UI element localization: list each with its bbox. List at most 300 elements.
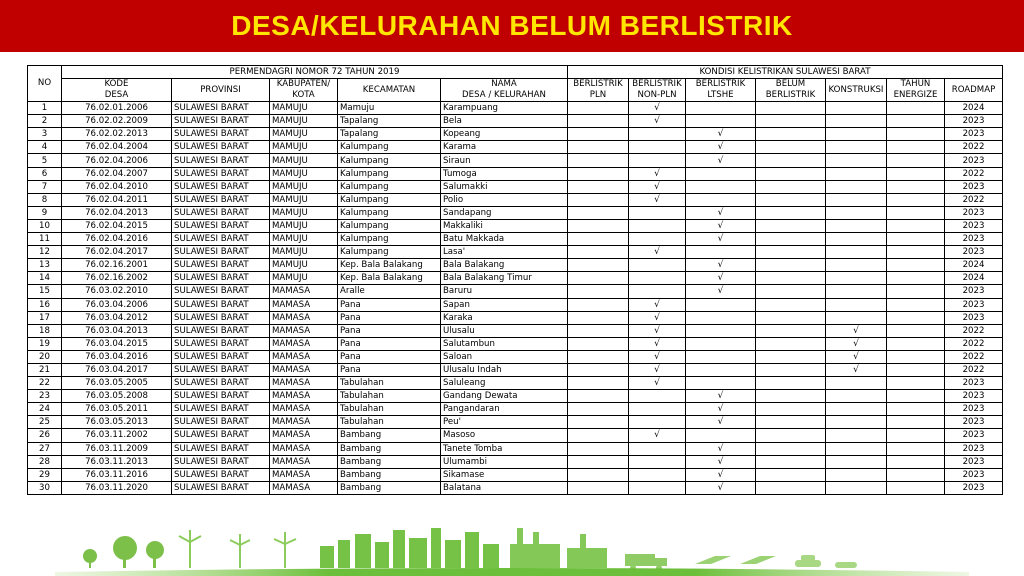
- cell-kecamatan: Mamuju: [338, 102, 441, 115]
- cell-konstruksi: [826, 481, 887, 494]
- cell-provinsi: SULAWESI BARAT: [172, 416, 270, 429]
- cell-roadmap: 2023: [945, 298, 1003, 311]
- cell-berlistrik-pln: [568, 337, 629, 350]
- cell-nama-desa: Gandang Dewata: [441, 390, 568, 403]
- cell-berlistrik-non-pln: [629, 442, 686, 455]
- cell-roadmap: 2023: [945, 180, 1003, 193]
- cell-kabupaten: MAMUJU: [270, 115, 338, 128]
- cell-nama-desa: Ulumambi: [441, 455, 568, 468]
- cell-berlistrik-ltshe: √: [686, 390, 756, 403]
- cell-konstruksi: [826, 167, 887, 180]
- cell-kode-desa: 76.03.04.2013: [62, 324, 172, 337]
- cell-berlistrik-ltshe: [686, 337, 756, 350]
- cell-belum-berlistrik: [756, 272, 826, 285]
- cell-berlistrik-non-pln: √: [629, 246, 686, 259]
- cell-nama-desa: Karampuang: [441, 102, 568, 115]
- cell-nama-desa: Salumakki: [441, 180, 568, 193]
- cell-kabupaten: MAMASA: [270, 403, 338, 416]
- cell-belum-berlistrik: [756, 468, 826, 481]
- cell-berlistrik-ltshe: [686, 167, 756, 180]
- cell-no: 1: [28, 102, 62, 115]
- cell-kabupaten: MAMASA: [270, 377, 338, 390]
- table-row: [28, 141, 1003, 154]
- cell-provinsi: SULAWESI BARAT: [172, 246, 270, 259]
- cell-kode-desa: 76.03.04.2006: [62, 298, 172, 311]
- cell-belum-berlistrik: [756, 442, 826, 455]
- cell-berlistrik-pln: [568, 363, 629, 376]
- cell-roadmap: 2023: [945, 128, 1003, 141]
- cell-berlistrik-pln: [568, 154, 629, 167]
- cell-no: 27: [28, 442, 62, 455]
- cell-kode-desa: 76.03.04.2017: [62, 363, 172, 376]
- cell-berlistrik-pln: [568, 233, 629, 246]
- cell-berlistrik-ltshe: √: [686, 272, 756, 285]
- cell-kabupaten: MAMASA: [270, 285, 338, 298]
- table-row: [28, 285, 1003, 298]
- cell-provinsi: SULAWESI BARAT: [172, 206, 270, 219]
- cell-provinsi: SULAWESI BARAT: [172, 193, 270, 206]
- table-row: [28, 350, 1003, 363]
- cell-kecamatan: Tabulahan: [338, 377, 441, 390]
- cell-nama-desa: Siraun: [441, 154, 568, 167]
- cell-tahun-energize: [887, 219, 945, 232]
- cell-tahun-energize: [887, 416, 945, 429]
- cell-berlistrik-non-pln: √: [629, 429, 686, 442]
- cell-berlistrik-ltshe: √: [686, 285, 756, 298]
- cell-roadmap: 2023: [945, 311, 1003, 324]
- cell-berlistrik-non-pln: [629, 141, 686, 154]
- cell-belum-berlistrik: [756, 141, 826, 154]
- cell-tahun-energize: [887, 154, 945, 167]
- cell-provinsi: SULAWESI BARAT: [172, 337, 270, 350]
- cell-kabupaten: MAMUJU: [270, 154, 338, 167]
- cell-roadmap: 2024: [945, 272, 1003, 285]
- cell-belum-berlistrik: [756, 298, 826, 311]
- cell-kecamatan: Kep. Bala Balakang: [338, 272, 441, 285]
- table-row: [28, 233, 1003, 246]
- cell-nama-desa: Balatana: [441, 481, 568, 494]
- cell-nama-desa: Polio: [441, 193, 568, 206]
- cell-provinsi: SULAWESI BARAT: [172, 141, 270, 154]
- cell-no: 9: [28, 206, 62, 219]
- cell-kode-desa: 76.03.05.2005: [62, 377, 172, 390]
- table-row: [28, 390, 1003, 403]
- cell-provinsi: SULAWESI BARAT: [172, 455, 270, 468]
- cell-no: 3: [28, 128, 62, 141]
- cell-berlistrik-ltshe: [686, 246, 756, 259]
- cell-nama-desa: Lasa': [441, 246, 568, 259]
- cell-roadmap: 2022: [945, 141, 1003, 154]
- header-kabupaten: KABUPATEN/ KOTA: [270, 79, 338, 102]
- cell-roadmap: 2023: [945, 377, 1003, 390]
- cell-konstruksi: [826, 180, 887, 193]
- cell-nama-desa: Masoso: [441, 429, 568, 442]
- cell-roadmap: 2023: [945, 246, 1003, 259]
- cell-kabupaten: MAMUJU: [270, 167, 338, 180]
- cell-konstruksi: [826, 416, 887, 429]
- header-berlistrik-non-pln: BERLISTRIK NON-PLN: [629, 79, 686, 102]
- cell-kecamatan: Pana: [338, 324, 441, 337]
- cell-konstruksi: √: [826, 350, 887, 363]
- cell-roadmap: 2022: [945, 324, 1003, 337]
- cell-kabupaten: MAMASA: [270, 311, 338, 324]
- cell-berlistrik-ltshe: √: [686, 219, 756, 232]
- cell-kabupaten: MAMUJU: [270, 193, 338, 206]
- cell-kecamatan: Kalumpang: [338, 141, 441, 154]
- cell-kode-desa: 76.03.05.2011: [62, 403, 172, 416]
- cell-tahun-energize: [887, 193, 945, 206]
- cell-berlistrik-ltshe: √: [686, 403, 756, 416]
- cell-kode-desa: 76.02.04.2006: [62, 154, 172, 167]
- cell-tahun-energize: [887, 363, 945, 376]
- cell-kecamatan: Bambang: [338, 468, 441, 481]
- cell-roadmap: 2023: [945, 206, 1003, 219]
- table-row: [28, 154, 1003, 167]
- cell-kode-desa: 76.02.04.2011: [62, 193, 172, 206]
- cell-konstruksi: [826, 442, 887, 455]
- cell-kode-desa: 76.02.16.2002: [62, 272, 172, 285]
- cell-nama-desa: Peu': [441, 416, 568, 429]
- cell-berlistrik-ltshe: √: [686, 455, 756, 468]
- cell-kecamatan: Bambang: [338, 455, 441, 468]
- cell-belum-berlistrik: [756, 429, 826, 442]
- cell-kecamatan: Pana: [338, 298, 441, 311]
- cell-provinsi: SULAWESI BARAT: [172, 377, 270, 390]
- cell-nama-desa: Ulusalu: [441, 324, 568, 337]
- cell-roadmap: 2023: [945, 219, 1003, 232]
- cell-tahun-energize: [887, 272, 945, 285]
- cell-berlistrik-non-pln: [629, 128, 686, 141]
- cell-no: 24: [28, 403, 62, 416]
- tree-icon: [83, 536, 164, 568]
- table-row: [28, 324, 1003, 337]
- cell-konstruksi: [826, 272, 887, 285]
- cell-provinsi: SULAWESI BARAT: [172, 390, 270, 403]
- cell-kode-desa: 76.02.16.2001: [62, 259, 172, 272]
- cell-konstruksi: √: [826, 337, 887, 350]
- cell-no: 18: [28, 324, 62, 337]
- cell-berlistrik-pln: [568, 128, 629, 141]
- cell-no: 4: [28, 141, 62, 154]
- table-row: [28, 481, 1003, 494]
- cell-kecamatan: Pana: [338, 363, 441, 376]
- cell-tahun-energize: [887, 429, 945, 442]
- cell-roadmap: 2024: [945, 102, 1003, 115]
- cell-provinsi: SULAWESI BARAT: [172, 167, 270, 180]
- cell-konstruksi: [826, 455, 887, 468]
- table-container: [27, 65, 1003, 495]
- cell-berlistrik-ltshe: √: [686, 154, 756, 167]
- cell-nama-desa: Tanete Tomba: [441, 442, 568, 455]
- cell-provinsi: SULAWESI BARAT: [172, 233, 270, 246]
- cell-berlistrik-ltshe: √: [686, 468, 756, 481]
- cell-kabupaten: MAMASA: [270, 481, 338, 494]
- table-row: [28, 442, 1003, 455]
- cell-konstruksi: [826, 206, 887, 219]
- cell-kode-desa: 76.02.04.2016: [62, 233, 172, 246]
- cell-konstruksi: [826, 311, 887, 324]
- cell-belum-berlistrik: [756, 219, 826, 232]
- cell-belum-berlistrik: [756, 390, 826, 403]
- cell-tahun-energize: [887, 324, 945, 337]
- cell-berlistrik-pln: [568, 429, 629, 442]
- header-roadmap: ROADMAP: [945, 79, 1003, 102]
- cell-konstruksi: [826, 193, 887, 206]
- cell-berlistrik-non-pln: √: [629, 102, 686, 115]
- cell-provinsi: SULAWESI BARAT: [172, 311, 270, 324]
- cell-kode-desa: 76.03.11.2002: [62, 429, 172, 442]
- cell-kode-desa: 76.03.04.2016: [62, 350, 172, 363]
- cell-berlistrik-pln: [568, 416, 629, 429]
- cell-no: 17: [28, 311, 62, 324]
- table-row: [28, 167, 1003, 180]
- cell-nama-desa: Bela: [441, 115, 568, 128]
- cell-kecamatan: Pana: [338, 337, 441, 350]
- cell-no: 7: [28, 180, 62, 193]
- cell-belum-berlistrik: [756, 233, 826, 246]
- table-row: [28, 246, 1003, 259]
- cell-konstruksi: [826, 115, 887, 128]
- header-group-kondisi: KONDISI KELISTRIKAN SULAWESI BARAT: [568, 66, 1003, 79]
- cell-berlistrik-non-pln: [629, 259, 686, 272]
- table-row: [28, 219, 1003, 232]
- cell-konstruksi: [826, 390, 887, 403]
- table-row: [28, 128, 1003, 141]
- header-provinsi: PROVINSI: [172, 79, 270, 102]
- cell-nama-desa: Saloan: [441, 350, 568, 363]
- cell-berlistrik-pln: [568, 167, 629, 180]
- cell-belum-berlistrik: [756, 337, 826, 350]
- cell-kecamatan: Kalumpang: [338, 167, 441, 180]
- cell-tahun-energize: [887, 115, 945, 128]
- cell-berlistrik-non-pln: √: [629, 324, 686, 337]
- cell-kabupaten: MAMUJU: [270, 272, 338, 285]
- cell-kode-desa: 76.02.01.2006: [62, 102, 172, 115]
- cell-berlistrik-non-pln: √: [629, 115, 686, 128]
- cell-konstruksi: [826, 468, 887, 481]
- cell-berlistrik-non-pln: [629, 285, 686, 298]
- cell-roadmap: 2023: [945, 390, 1003, 403]
- cell-berlistrik-pln: [568, 285, 629, 298]
- cell-no: 28: [28, 455, 62, 468]
- cell-nama-desa: Karama: [441, 141, 568, 154]
- cell-belum-berlistrik: [756, 154, 826, 167]
- cell-kecamatan: Kep. Bala Balakang: [338, 259, 441, 272]
- cell-no: 15: [28, 285, 62, 298]
- cell-kecamatan: Tapalang: [338, 115, 441, 128]
- cell-no: 6: [28, 167, 62, 180]
- cell-tahun-energize: [887, 481, 945, 494]
- table-row: [28, 377, 1003, 390]
- table-row: [28, 259, 1003, 272]
- cell-nama-desa: Batu Makkada: [441, 233, 568, 246]
- cell-kode-desa: 76.02.02.2013: [62, 128, 172, 141]
- cell-nama-desa: Saluleang: [441, 377, 568, 390]
- cell-provinsi: SULAWESI BARAT: [172, 403, 270, 416]
- cell-kode-desa: 76.03.11.2016: [62, 468, 172, 481]
- cell-berlistrik-pln: [568, 193, 629, 206]
- cell-konstruksi: [826, 233, 887, 246]
- cell-no: 25: [28, 416, 62, 429]
- cell-kabupaten: MAMASA: [270, 429, 338, 442]
- cell-provinsi: SULAWESI BARAT: [172, 102, 270, 115]
- cell-kode-desa: 76.02.02.2009: [62, 115, 172, 128]
- cell-roadmap: 2023: [945, 416, 1003, 429]
- cell-kabupaten: MAMUJU: [270, 206, 338, 219]
- cell-tahun-energize: [887, 180, 945, 193]
- cell-kabupaten: MAMUJU: [270, 128, 338, 141]
- table-row: [28, 180, 1003, 193]
- cell-kode-desa: 76.03.11.2013: [62, 455, 172, 468]
- cell-konstruksi: [826, 298, 887, 311]
- cell-belum-berlistrik: [756, 193, 826, 206]
- cell-konstruksi: [826, 403, 887, 416]
- cell-provinsi: SULAWESI BARAT: [172, 128, 270, 141]
- cell-nama-desa: Sandapang: [441, 206, 568, 219]
- cell-berlistrik-pln: [568, 246, 629, 259]
- cell-no: 2: [28, 115, 62, 128]
- cell-nama-desa: Karaka: [441, 311, 568, 324]
- cell-kabupaten: MAMASA: [270, 455, 338, 468]
- cell-kode-desa: 76.03.05.2013: [62, 416, 172, 429]
- cell-no: 14: [28, 272, 62, 285]
- cell-konstruksi: [826, 285, 887, 298]
- cell-nama-desa: Ulusalu Indah: [441, 363, 568, 376]
- table-row: [28, 193, 1003, 206]
- cell-belum-berlistrik: [756, 481, 826, 494]
- solar-panel-icon: [695, 556, 776, 564]
- factory-icon: [510, 528, 607, 568]
- cell-kabupaten: MAMASA: [270, 298, 338, 311]
- cell-berlistrik-non-pln: √: [629, 298, 686, 311]
- cell-berlistrik-pln: [568, 455, 629, 468]
- table-row: [28, 429, 1003, 442]
- cell-tahun-energize: [887, 233, 945, 246]
- cell-tahun-energize: [887, 311, 945, 324]
- cell-belum-berlistrik: [756, 115, 826, 128]
- cell-berlistrik-non-pln: [629, 481, 686, 494]
- cell-kode-desa: 76.03.11.2009: [62, 442, 172, 455]
- cell-kabupaten: MAMASA: [270, 350, 338, 363]
- cell-belum-berlistrik: [756, 311, 826, 324]
- cell-konstruksi: [826, 246, 887, 259]
- cell-kode-desa: 76.03.02.2010: [62, 285, 172, 298]
- table-row: [28, 298, 1003, 311]
- cell-kode-desa: 76.02.04.2017: [62, 246, 172, 259]
- cell-provinsi: SULAWESI BARAT: [172, 259, 270, 272]
- cell-berlistrik-non-pln: √: [629, 350, 686, 363]
- cell-kecamatan: Kalumpang: [338, 206, 441, 219]
- cell-tahun-energize: [887, 259, 945, 272]
- cell-no: 22: [28, 377, 62, 390]
- table-row: [28, 337, 1003, 350]
- cell-no: 10: [28, 219, 62, 232]
- cell-provinsi: SULAWESI BARAT: [172, 154, 270, 167]
- cell-konstruksi: √: [826, 324, 887, 337]
- cell-berlistrik-pln: [568, 141, 629, 154]
- cell-tahun-energize: [887, 377, 945, 390]
- cell-berlistrik-non-pln: [629, 416, 686, 429]
- cell-provinsi: SULAWESI BARAT: [172, 272, 270, 285]
- table-row: [28, 102, 1003, 115]
- cell-provinsi: SULAWESI BARAT: [172, 115, 270, 128]
- cell-roadmap: 2022: [945, 167, 1003, 180]
- cell-belum-berlistrik: [756, 102, 826, 115]
- cell-berlistrik-non-pln: √: [629, 363, 686, 376]
- cell-kecamatan: Tabulahan: [338, 416, 441, 429]
- cell-kecamatan: Kalumpang: [338, 193, 441, 206]
- cell-tahun-energize: [887, 128, 945, 141]
- cell-berlistrik-pln: [568, 102, 629, 115]
- cell-berlistrik-ltshe: [686, 180, 756, 193]
- header-berlistrik-ltshe: BERLISTRIK LTSHE: [686, 79, 756, 102]
- cell-berlistrik-ltshe: √: [686, 233, 756, 246]
- cell-konstruksi: [826, 219, 887, 232]
- cell-berlistrik-ltshe: √: [686, 141, 756, 154]
- cell-tahun-energize: [887, 246, 945, 259]
- cell-belum-berlistrik: [756, 455, 826, 468]
- cell-berlistrik-pln: [568, 468, 629, 481]
- cell-roadmap: 2023: [945, 233, 1003, 246]
- green-city-illustration: [55, 520, 969, 576]
- cell-berlistrik-ltshe: √: [686, 481, 756, 494]
- cell-roadmap: 2024: [945, 259, 1003, 272]
- cell-nama-desa: Baruru: [441, 285, 568, 298]
- header-group-permendagri: PERMENDAGRI NOMOR 72 TAHUN 2019: [62, 66, 568, 79]
- cell-berlistrik-non-pln: √: [629, 193, 686, 206]
- cell-no: 13: [28, 259, 62, 272]
- cell-kecamatan: Kalumpang: [338, 233, 441, 246]
- cell-tahun-energize: [887, 442, 945, 455]
- cell-kecamatan: Pana: [338, 311, 441, 324]
- cell-kode-desa: 76.03.04.2012: [62, 311, 172, 324]
- cell-belum-berlistrik: [756, 350, 826, 363]
- page-title: DESA/KELURAHAN BELUM BERLISTRIK: [231, 10, 793, 41]
- cell-berlistrik-ltshe: [686, 363, 756, 376]
- cell-berlistrik-ltshe: √: [686, 128, 756, 141]
- cell-berlistrik-ltshe: [686, 377, 756, 390]
- header-berlistrik-pln: BERLISTRIK PLN: [568, 79, 629, 102]
- cell-berlistrik-ltshe: √: [686, 442, 756, 455]
- cell-nama-desa: Pangandaran: [441, 403, 568, 416]
- cell-belum-berlistrik: [756, 403, 826, 416]
- cell-kabupaten: MAMUJU: [270, 102, 338, 115]
- cell-berlistrik-non-pln: √: [629, 167, 686, 180]
- cell-kecamatan: Bambang: [338, 429, 441, 442]
- header-no: NO: [28, 66, 62, 102]
- cell-no: 11: [28, 233, 62, 246]
- cell-kabupaten: MAMASA: [270, 416, 338, 429]
- cell-provinsi: SULAWESI BARAT: [172, 298, 270, 311]
- cell-konstruksi: √: [826, 363, 887, 376]
- table-row: [28, 416, 1003, 429]
- cell-roadmap: 2022: [945, 193, 1003, 206]
- cell-berlistrik-ltshe: [686, 102, 756, 115]
- header-kecamatan: KECAMATAN: [338, 79, 441, 102]
- header-belum-berlistrik: BELUM BERLISTRIK: [756, 79, 826, 102]
- cell-berlistrik-pln: [568, 298, 629, 311]
- cell-roadmap: 2022: [945, 350, 1003, 363]
- building-icon: [320, 528, 499, 568]
- cell-berlistrik-pln: [568, 180, 629, 193]
- cell-provinsi: SULAWESI BARAT: [172, 285, 270, 298]
- cell-kode-desa: 76.03.05.2008: [62, 390, 172, 403]
- cell-tahun-energize: [887, 468, 945, 481]
- cell-no: 8: [28, 193, 62, 206]
- cell-tahun-energize: [887, 141, 945, 154]
- cell-provinsi: SULAWESI BARAT: [172, 429, 270, 442]
- cell-berlistrik-ltshe: √: [686, 206, 756, 219]
